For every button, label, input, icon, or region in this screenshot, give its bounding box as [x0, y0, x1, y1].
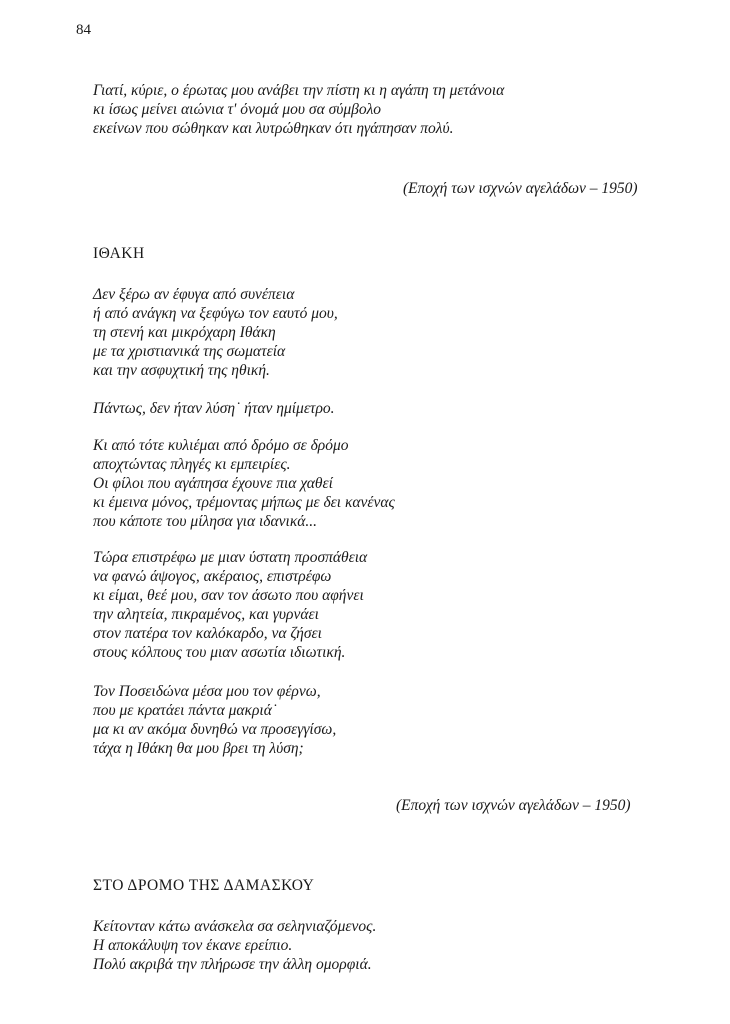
poem-line: Κι από τότε κυλιέμαι από δρόμο σε δρόμο [93, 437, 349, 454]
poem-line: στους κόλπους του μιαν ασωτία ιδιωτική. [93, 644, 346, 661]
poem-line: κι ίσως μείνει αιώνια τ' όνομά μου σα σύμβολο [93, 101, 382, 118]
poem-line: κι έμεινα μόνος, τρέμοντας μήπως με δει κανένας [93, 494, 395, 511]
poem-line: τη στενή και μικρόχαρη Ιθάκη [93, 324, 276, 341]
poem-line: κι είμαι, θεέ μου, σαν τον άσωτο που αφήνει [93, 587, 364, 604]
ithaki-stanza-2 [93, 399, 335, 418]
poem-line: ή από ανάγκη να ξεφύγω τον εαυτό μου, [93, 305, 338, 322]
poem-line: και την ασφυχτική της ηθική. [93, 362, 270, 379]
ithaki-stanza-5 [93, 682, 336, 758]
ithaki-title: ΙΘΑΚΗ [93, 245, 145, 262]
poem-line: τάχα η Ιθάκη θα μου βρει τη λύση; [93, 740, 304, 757]
ithaki-signoff: (Εποχή των ισχνών αγελάδων – 1950) [396, 797, 631, 814]
poem-line: αποχτώντας πληγές κι εμπειρίες. [93, 456, 291, 473]
poem-line: την αλητεία, πικραμένος, και γυρνάει [93, 606, 319, 623]
poem-line: Πάντως, δεν ήταν λύση˙ ήταν ημίμετρο. [93, 400, 335, 417]
poem-line: Οι φίλοι που αγάπησα έχουνε πια χαθεί [93, 475, 333, 492]
poem-line: μα κι αν ακόμα δυνηθώ να προσεγγίσω, [93, 721, 337, 738]
poem-line: Κείτονταν κάτω ανάσκελα σα σεληνιαζόμενος. [93, 918, 377, 935]
poem-line: Η αποκάλυψη τον έκανε ερείπιο. [93, 937, 293, 954]
previous-poem-signoff: (Εποχή των ισχνών αγελάδων – 1950) [403, 180, 638, 197]
poem-line: εκείνων που σώθηκαν και λυτρώθηκαν ότι ηγάπησαν πολύ. [93, 120, 454, 137]
ithaki-stanza-4 [93, 548, 367, 662]
poem-line: στον πατέρα τον καλόκαρδο, να ζήσει [93, 625, 322, 642]
poem-line: Γιατί, κύριε, ο έρωτας μου ανάβει την πίστη κι η αγάπη τη μετάνοια [93, 82, 505, 99]
damaskos-stanza-1 [93, 917, 376, 974]
poem-line: με τα χριστιανικά της σωματεία [93, 343, 286, 360]
poem-line: Δεν ξέρω αν έφυγα από συνέπεια [93, 286, 295, 303]
page-number: 84 [76, 22, 91, 38]
poem-line: που κάποτε του μίλησα για ιδανικά... [93, 513, 318, 530]
poem-line: Πολύ ακριβά την πλήρωσε την άλλη ομορφιά. [93, 956, 372, 973]
ithaki-stanza-1 [93, 285, 338, 380]
previous-poem-closing-stanza [93, 81, 504, 138]
poem-line: να φανώ άψογος, ακέραιος, επιστρέφω [93, 568, 332, 585]
damaskos-title: ΣΤΟ ΔΡΟΜΟ ΤΗΣ ΔΑΜΑΣΚΟΥ [93, 877, 315, 894]
poem-line: Τον Ποσειδώνα μέσα μου τον φέρνω, [93, 683, 321, 700]
poem-line: που με κρατάει πάντα μακριά˙ [93, 702, 277, 719]
poem-line: Τώρα επιστρέφω με μιαν ύστατη προσπάθεια [93, 549, 368, 566]
ithaki-stanza-3 [93, 436, 395, 531]
